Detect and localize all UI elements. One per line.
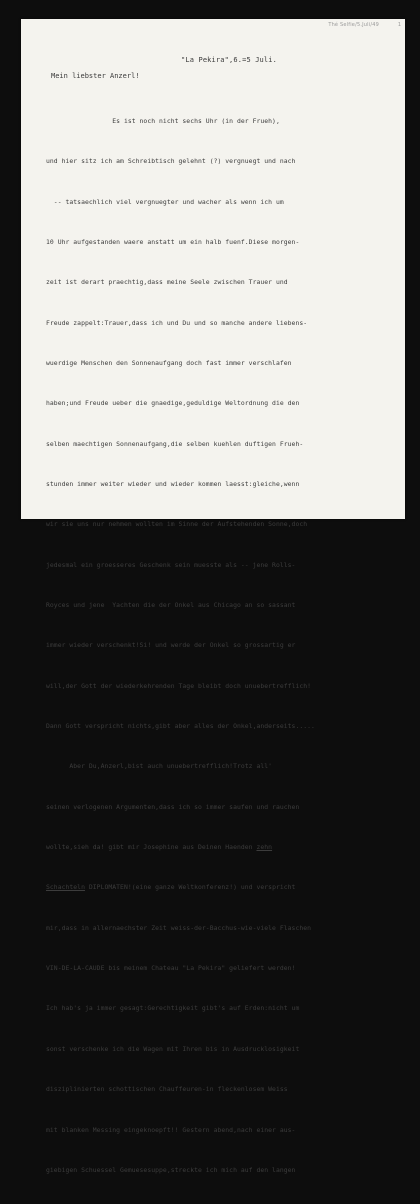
- body-line: zeit ist derart praechtig,dass meine Seele zwischen Trauer und: [46, 278, 288, 287]
- body-line: 10 Uhr aufgestanden waere anstatt um ein halb fuenf.Diese morgen-: [46, 237, 300, 246]
- body-line: VIN-DE-LA-CAUDE bis meinem Chateau "La Pekira" geliefert werden!: [46, 964, 296, 973]
- body-line: sonst verschenke ich die Wagen mit Ihren bis in Ausdrucklosigkeit: [46, 1044, 300, 1053]
- body-line: mir,dass in allernaechster Zeit weiss-der-Bacchus-wie-viele Flaschen: [46, 923, 312, 932]
- letter-page: [21, 19, 405, 1174]
- body-line: mit blanken Messing eingeknoepft!! Gestern abend,nach einer aus-: [46, 1125, 296, 1134]
- body-line: wir sie uns nur nehmen wollten im Sinne der Aufstehenden Sonne,doch: [46, 520, 308, 529]
- body-line: und hier sitz ich am Schreibtisch gelehnt (?) vergnuegt und nach: [46, 157, 296, 166]
- body-line: Aber Du,Anzerl,bist auch unuebertrefflich!Trotz all': [46, 762, 273, 771]
- body-line: selben maechtigen Sonnenaufgang,die selben kuehlen duftigen Frueh-: [46, 439, 304, 448]
- body-line: Royces und jene Yachten die der Onkel aus Chicago an so sassant: [46, 601, 296, 610]
- body-line: Es ist noch nicht sechs Uhr (in der Frueh),: [46, 116, 280, 125]
- page-number: 1: [397, 22, 401, 28]
- underlined-word: zehn: [256, 843, 273, 852]
- body-line: giebigen Schuessel Gemuesesuppe,streckte ich mich auf den langen: [46, 1165, 296, 1174]
- body-line: seinen verlogenen Argumenten,dass ich so immer saufen und rauchen: [46, 802, 300, 811]
- body-line-segment: wollte,sieh da! gibt mir Josephine aus Deinen Haenden: [46, 843, 257, 852]
- body-line: Dann Gott verspricht nichts,gibt aber alles der Onkel,anderseits.....: [46, 722, 315, 731]
- body-line: -- tatsaechlich viel vergnuegter und wacher als wenn ich um: [46, 197, 284, 206]
- body-line: [46, 881, 401, 894]
- body-line: stunden immer weiter wieder und wieder kommen laesst:gleiche,wenn: [46, 480, 300, 488]
- body-line: Freude zappelt:Trauer,dass ich und Du und so manche andere liebens-: [46, 318, 308, 327]
- body-line: wuerdige Menschen den Sonnenaufgang doch fast immer verschlafen: [46, 358, 292, 367]
- underlined-word: Schachteln: [46, 883, 85, 892]
- letter-header: "La Pekira",6.=5 Juli.: [181, 56, 278, 64]
- letter-body: [46, 88, 401, 1204]
- body-line: disziplinierten schottischen Chauffeuren-in fleckenlosem Weiss: [46, 1085, 288, 1094]
- body-line: haben;und Freude ueber die gnaedige,geduldige Weltordnung die den: [46, 399, 300, 408]
- body-line: immer wieder verschenkt!Si! und werde der Onkel so grossartig er: [46, 641, 296, 650]
- archive-annotation: Thé Selfie/5.Juli/49: [328, 22, 379, 28]
- body-line-segment: DIPLOMATEN!(eine ganze Weltkonferenz!) und verspricht: [84, 883, 296, 892]
- body-line: jedesmal ein groesseres Geschenk sein muesste als -- jene Rolls-: [46, 560, 296, 569]
- salutation: Mein liebster Anzerl!: [51, 72, 140, 80]
- body-line: will,der Gott der wiederkehrenden Tage bleibt doch unuebertrefflich!: [46, 681, 312, 690]
- body-line: [46, 841, 401, 854]
- body-line: Ich hab's ja immer gesagt:Gerechtigkeit gibt's auf Erden:nicht um: [46, 1004, 300, 1013]
